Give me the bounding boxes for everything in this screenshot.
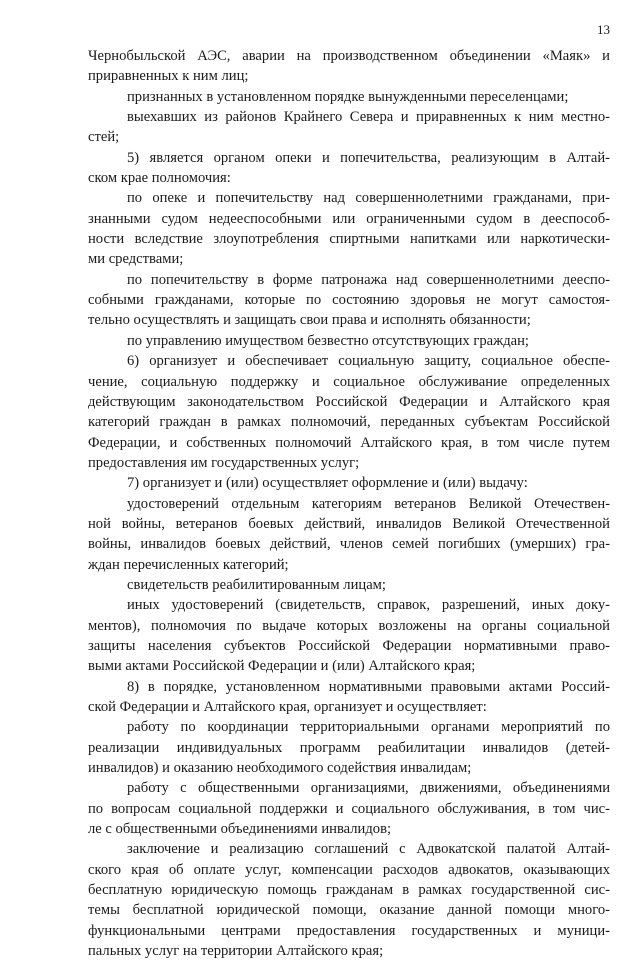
text-line: удостоверений отдельным категориям ветеранов Великой Отечествен- [127, 495, 610, 512]
text-line: защиты населения субъектов Российской Федерации нормативными право- [88, 637, 610, 654]
text-line: ской Федерации и Алтайского края, организует и осуществляет: [88, 699, 487, 715]
document-body [88, 46, 610, 961]
text-line: стей; [88, 129, 120, 146]
text-line: пальных услуг на территории Алтайского края; [88, 943, 384, 960]
text-line: темы бесплатной юридической помощи, оказание данной помощи много- [88, 902, 610, 919]
text-line: ле с общественными объединениями инвалидов; [88, 821, 392, 838]
page-number: 13 [597, 22, 610, 37]
text-line: 7) организует и (или) осуществляет оформление и (или) выдачу: [127, 475, 528, 492]
text-line: выми актами Российской Федерации и (или) Алтайского края; [88, 658, 476, 675]
text-line: ского края об оплате услуг, компенсации расходов адвокатов, оказывающих [88, 861, 610, 878]
text-line: собными гражданами, которые по состоянию здоровья не могут самостоя- [88, 292, 610, 309]
text-line: 6) организует и обеспечивает социальную защиту, социальное обеспе- [127, 353, 610, 370]
text-line: ментов), полномочия по выдаче которых возложены на органы социальной [88, 617, 610, 634]
text-line: 8) в порядке, установленном нормативными правовыми актами Россий- [127, 678, 610, 695]
text-line: по вопросам социальной поддержки и социального обслуживания, в том чис- [88, 800, 610, 817]
text-line: ности вследствие злоупотребления спиртными напитками или наркотически- [88, 231, 610, 248]
text-line: работу с общественными организациями, движениями, объединениями [127, 780, 610, 797]
text-line: по опеке и попечительству над совершеннолетними гражданами, при- [127, 190, 610, 207]
text-line: выехавших из районов Крайнего Севера и приравненных к ним местно- [127, 109, 610, 126]
text-line: инвалидов) и оказанию необходимого содействия инвалидам; [88, 760, 472, 777]
text-line: приравненных к ним лиц; [88, 68, 249, 85]
text-line: реализации индивидуальных программ реабилитации инвалидов (детей- [88, 739, 610, 756]
text-line: Федерации, и собственных полномочий Алтайского края, в том числе путем [88, 434, 610, 451]
text-line: войны, инвалидов боевых действий, членов семей погибших (умерших) гра- [88, 536, 610, 553]
text-line: ми средствами; [88, 251, 184, 268]
text-line: знанными судом недееспособными или ограниченными судом в дееспособ- [88, 210, 610, 227]
text-line: тельно осуществлять и защищать свои права и исполнять обязанности; [88, 312, 531, 329]
text-line: 5) является органом опеки и попечительства, реализующим в Алтай- [127, 149, 610, 166]
text-line: ной войны, ветеранов боевых действий, инвалидов Великой Отечественной [88, 515, 610, 532]
text-line: признанных в установленном порядке вынужденными переселенцами; [127, 88, 569, 105]
text-line: по управлению имуществом безвестно отсутствующих граждан; [127, 332, 529, 349]
text-line: функциональными центрами предоставления государственных и муници- [88, 922, 610, 939]
text-line: иных удостоверений (свидетельств, справок, разрешений, иных доку- [127, 597, 610, 614]
text-line: Чернобыльской АЭС, аварии на производственном объединении «Маяк» и [88, 48, 610, 64]
text-line: чение, социальную поддержку и социальное обслуживание определенных [88, 373, 610, 390]
text-line: предоставления им государственных услуг; [88, 454, 360, 471]
text-line: ждан перечисленных категорий; [88, 556, 289, 573]
text-line: действующим законодательством Российской Федерации и Алтайского края [88, 393, 610, 410]
text-line: заключение и реализацию соглашений с Адвокатской палатой Алтай- [127, 841, 610, 858]
text-line: по попечительству в форме патронажа над совершеннолетними дееспо- [127, 271, 610, 288]
text-line: работу по координации территориальными органами мероприятий по [127, 719, 610, 736]
text-line: свидетельств реабилитированным лицам; [127, 576, 386, 593]
text-line: бесплатную юридическую помощь гражданам в рамках государственной сис- [88, 882, 610, 899]
text-line: ском крае полномочия: [88, 170, 231, 187]
text-line: категорий граждан в рамках полномочий, переданных субъектам Российской [88, 414, 610, 431]
